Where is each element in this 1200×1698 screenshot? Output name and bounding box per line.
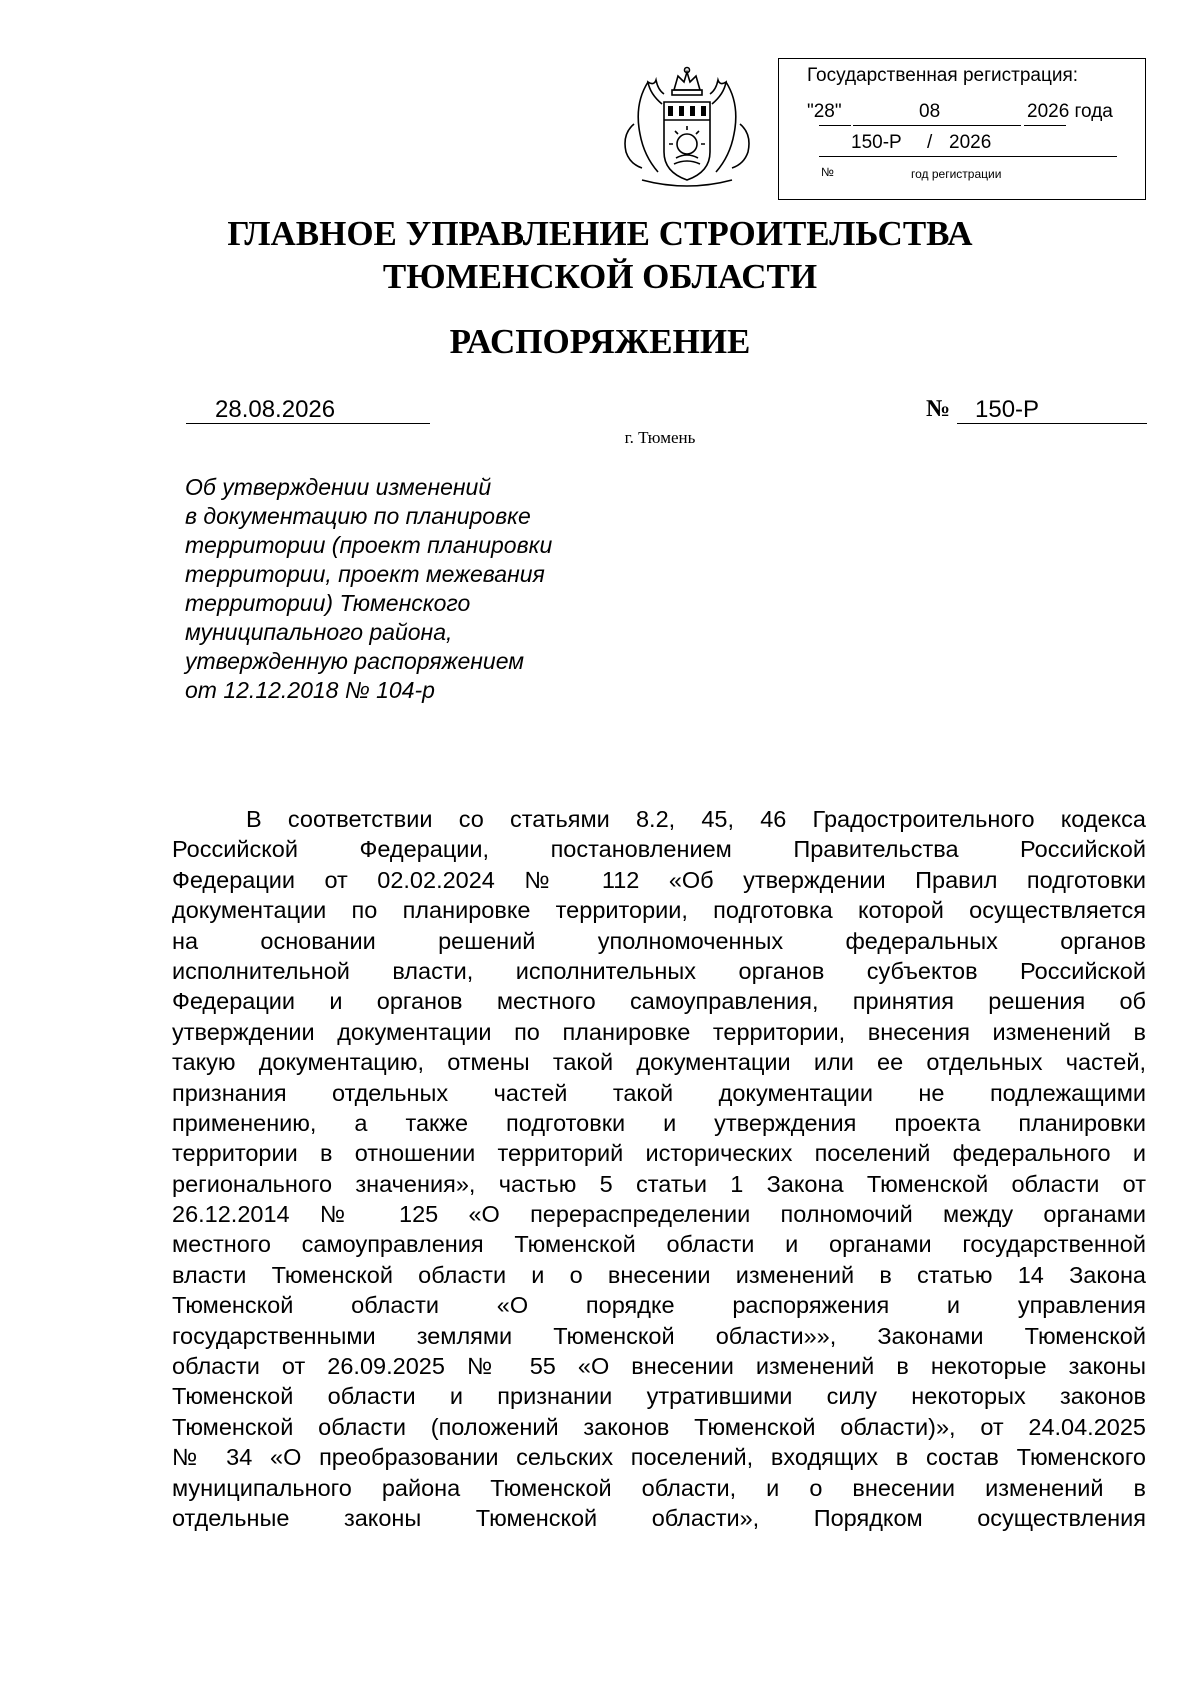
- registration-year-underline: [1024, 125, 1066, 126]
- subject-line: Об утверждении изменений: [185, 474, 492, 500]
- body-line: отдельные законы Тюменской области», Порядком осуществления: [172, 1504, 1146, 1531]
- body-line: такую документацию, отмены такой документации или ее отдельных частей,: [172, 1049, 1146, 1076]
- body-line: Тюменской области «О порядке распоряжения и управления: [172, 1292, 1146, 1319]
- body-line: области от 26.09.2025 № 55 «О внесении изменений в некоторые законы: [172, 1353, 1146, 1380]
- body-line: В соответствии со статьями 8.2, 45, 46 Градостроительного кодекса: [246, 806, 1146, 832]
- document-body: [172, 804, 1146, 1533]
- body-line: территории в отношении территорий исторических поселений федерального и: [172, 1140, 1146, 1167]
- body-line: утверждении документации по планировке территории, внесения изменений в: [172, 1018, 1146, 1045]
- document-number: 150-Р: [975, 396, 1040, 423]
- registration-day: "28": [807, 101, 842, 122]
- tyumen-coat-of-arms-icon: [612, 64, 762, 194]
- body-line: документации по планировке территории, подготовка которой осуществляется: [172, 897, 1146, 924]
- registration-stamp: [778, 58, 1146, 200]
- body-line: государственными землями Тюменской области»», Законами Тюменской: [172, 1322, 1146, 1349]
- body-line: Российской Федерации, постановлением Правительства Российской: [172, 836, 1146, 863]
- registration-number-caption: №: [821, 165, 834, 179]
- body-line: власти Тюменской области и о внесении изменений в статью 14 Закона: [172, 1261, 1146, 1288]
- body-line: признания отдельных частей такой документации не подлежащими: [172, 1079, 1146, 1106]
- body-line: Тюменской области и признании утратившими силу некоторых законов: [172, 1383, 1146, 1410]
- body-line: на основании решений уполномоченных федеральных органов: [172, 927, 1146, 954]
- body-line: применению, а также подготовки и утверждения проекта планировки: [172, 1109, 1146, 1136]
- subject-line: утвержденную распоряжением: [185, 648, 525, 674]
- registration-separator: /: [927, 132, 933, 153]
- body-line: № 34 «О преобразовании сельских поселений, входящих в состав Тюменского: [172, 1444, 1146, 1471]
- subject-line: муниципального района,: [185, 619, 453, 645]
- registration-reg-year: 2026: [949, 132, 992, 153]
- subject-line: территории (проект планировки: [185, 532, 553, 558]
- document-number-underline: [957, 423, 1147, 424]
- registration-number-underline: [819, 156, 1117, 157]
- document-number-sign: №: [926, 396, 951, 422]
- body-line: Тюменской области (положений законов Тюменской области)», от 24.04.2025: [172, 1413, 1146, 1440]
- body-line: Федерации от 02.02.2024 № 112 «Об утверждении Правил подготовки: [172, 866, 1146, 893]
- body-line: исполнительной власти, исполнительных органов субъектов Российской: [172, 957, 1146, 984]
- body-line: 26.12.2014 № 125 «О перераспределении полномочий между органами: [172, 1201, 1146, 1228]
- document-subject: [185, 473, 645, 705]
- document-city: г. Тюмень: [624, 428, 696, 447]
- subject-line: территории, проект межевания: [185, 561, 545, 587]
- agency-name-line-1: ГЛАВНОЕ УПРАВЛЕНИЕ СТРОИТЕЛЬСТВА: [227, 214, 973, 253]
- registration-year-caption: год регистрации: [911, 167, 1002, 181]
- registration-month-underline: [853, 125, 1021, 126]
- document-date: 28.08.2026: [215, 396, 336, 423]
- subject-line: в документацию по планировке: [185, 503, 531, 529]
- registration-year: 2026 года: [1027, 101, 1113, 122]
- registration-number: 150-Р: [851, 132, 902, 153]
- subject-line: территории) Тюменского: [185, 590, 471, 616]
- registration-month: 08: [919, 101, 941, 122]
- registration-day-underline: [819, 125, 851, 126]
- document-type: РАСПОРЯЖЕНИЕ: [449, 322, 751, 361]
- body-line: Федерации и органов местного самоуправления, принятия решения об: [172, 988, 1146, 1015]
- body-line: местного самоуправления Тюменской области и органами государственной: [172, 1231, 1146, 1258]
- registration-title: Государственная регистрация:: [807, 65, 1079, 86]
- subject-line: от 12.12.2018 № 104-р: [185, 677, 435, 703]
- document-date-underline: [186, 423, 430, 424]
- agency-name-line-2: ТЮМЕНСКОЙ ОБЛАСТИ: [382, 257, 818, 296]
- body-line: регионального значения», частью 5 статьи 1 Закона Тюменской области от: [172, 1170, 1146, 1197]
- body-line: муниципального района Тюменской области, и о внесении изменений в: [172, 1474, 1146, 1501]
